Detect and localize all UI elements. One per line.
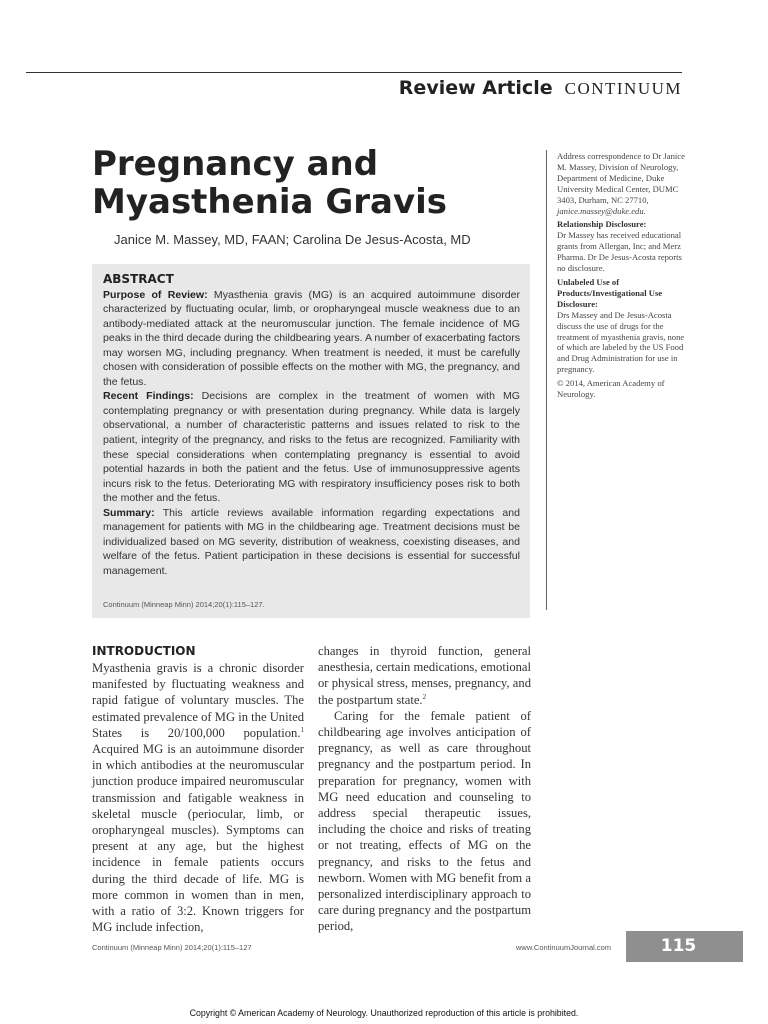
author-list: Janice M. Massey, MD, FAAN; Carolina De Jesus-Acosta, MD bbox=[114, 232, 471, 247]
body-paragraph: Caring for the female patient of childbearing age involves anticipation of pregnancy, as well as care throughout pregnancy and the postpartum period. In preparation for pregnancy, women with MG need education and counseling to address special therapeutic issues, including the choice and risks of treating or not treating, effects of MG on the pregnancy, and risks to the fetus and newborn. Women with MG benefit from a personalized interdisciplinary approach to care during pregnancy and the postpartum period, bbox=[318, 708, 531, 934]
body-paragraph: Myasthenia gravis is a chronic disorder manifested by fluctuating weakness and rapid fatigue of voluntary muscles. The estimated prevalence of MG in the United States is 20/100,000 population.$^1$ Acquired MG is an autoimmune disorder in which antibodies at the neuromuscular junction produce impaired neuromuscular transmission and fatigable weakness in skeletal muscle (periocular, limb, or oropharyngeal muscles). Symptoms can present at any age, but the highest incidence in female patients occurs during the third decade of life. MG is more common in women than in men, with a ratio of 3:2. Known triggers for MG include infection, bbox=[92, 661, 304, 935]
abstract-citation: Continuum (Minneap Minn) 2014;20(1):115–127. bbox=[103, 600, 265, 609]
body-column-1 bbox=[92, 643, 304, 935]
body-column-2 bbox=[318, 643, 531, 935]
footer-citation: Continuum (Minneap Minn) 2014;20(1):115–127 bbox=[92, 943, 252, 952]
abstract-summary: Summary: This article reviews available information regarding expectations and management for patients with MG in the childbearing age. Treatment decisions must be individualized based on MG severity, distribution of weakness, coexisting diseases, and welfare of the fetus. Patient participation in these decisions is essential for successful management. bbox=[103, 506, 520, 577]
header-rule bbox=[26, 72, 682, 73]
article-type-label: Review Article bbox=[398, 77, 553, 99]
abstract-findings: Recent Findings: Decisions are complex in the treatment of women with MG contemplating pregnancy or with presentation during pregnancy. While data is largely observational, a number of characteristic patterns and issues related to risk to the patient, integrity of the pregnancy, and risks to the fetus are recognized. Familiarity with these special considerations when contemplating pregnancy is essential to avoid potential hazards in both the patient and the fetus. Use of immunosuppressive agents incurs risk to the fetus. Deteriorating MG with respiratory insufficiency poses risk to both the mother and the fetus. bbox=[103, 390, 520, 505]
reference-1[interactable]: 1 bbox=[300, 725, 304, 734]
unlabeled-use-disclosure: Unlabeled Use of Products/Investigational Use Disclosure: Drs Massey and De Jesus-Acosta discuss the use of drugs for the treatment of myasthenia gravis, none of which are labeled by the US Food and Drug Administration for use in pregnancy. bbox=[557, 276, 685, 375]
abstract-box bbox=[92, 264, 530, 618]
abstract-heading: ABSTRACT bbox=[103, 272, 174, 286]
section-heading-introduction: INTRODUCTION bbox=[92, 644, 196, 658]
journal-logo: CONTINUUM bbox=[564, 79, 682, 98]
unlabeled-use-heading: Unlabeled Use of Products/Investigational Use Disclosure: bbox=[557, 276, 663, 309]
relationship-disclosure: Relationship Disclosure: Dr Massey has received educational grants from Allergan, Inc; and Merz Pharma. Dr De Jesus-Acosta reports no disclosure. bbox=[557, 219, 682, 274]
title-line-2: Myasthenia Gravis bbox=[92, 182, 448, 222]
sidebar-copyright: © 2014, American Academy of Neurology. bbox=[557, 378, 665, 400]
sidebar-divider bbox=[546, 150, 547, 610]
body-paragraph: changes in thyroid function, general anesthesia, certain medications, emotional or physical stress, menses, pregnancy, and the postpartum state.$^2$ bbox=[318, 644, 531, 707]
copyright-notice: Copyright © American Academy of Neurology. Unauthorized reproduction of this article is prohibited. bbox=[189, 1008, 579, 1018]
relationship-disclosure-heading: Relationship Disclosure: bbox=[557, 219, 647, 230]
sidebar-notes bbox=[557, 151, 687, 403]
title-line-1: Pregnancy and bbox=[92, 144, 379, 184]
correspondence-email[interactable]: janice.massey@duke.edu. bbox=[557, 205, 646, 216]
correspondence-address: Address correspondence to Dr Janice M. Massey, Division of Neurology, Department of Medicine, Duke University Medical Center, DUMC 3403, Durham, NC 27710, janice.massey@duke.edu. bbox=[557, 151, 685, 216]
abstract-purpose: Purpose of Review: Myasthenia gravis (MG) is an acquired autoimmune disorder characterized by fluctuating ocular, limb, or oropharyngeal muscle weakness due to an antibody-mediated attack at the neuromuscular junction. The female incidence of MG peaks in the third decade during the childbearing years. A number of exacerbating factors may worsen MG, including pregnancy. When treatment is needed, it must be carefully chosen with consideration of possible effects on the mother with MG, the pregnancy, and the fetus. bbox=[103, 288, 520, 388]
reference-2[interactable]: 2 bbox=[422, 692, 427, 701]
journal-header bbox=[399, 77, 682, 99]
page-number: 115 bbox=[626, 931, 743, 962]
article-title bbox=[92, 145, 447, 221]
footer-website[interactable]: www.ContinuumJournal.com bbox=[516, 943, 612, 952]
